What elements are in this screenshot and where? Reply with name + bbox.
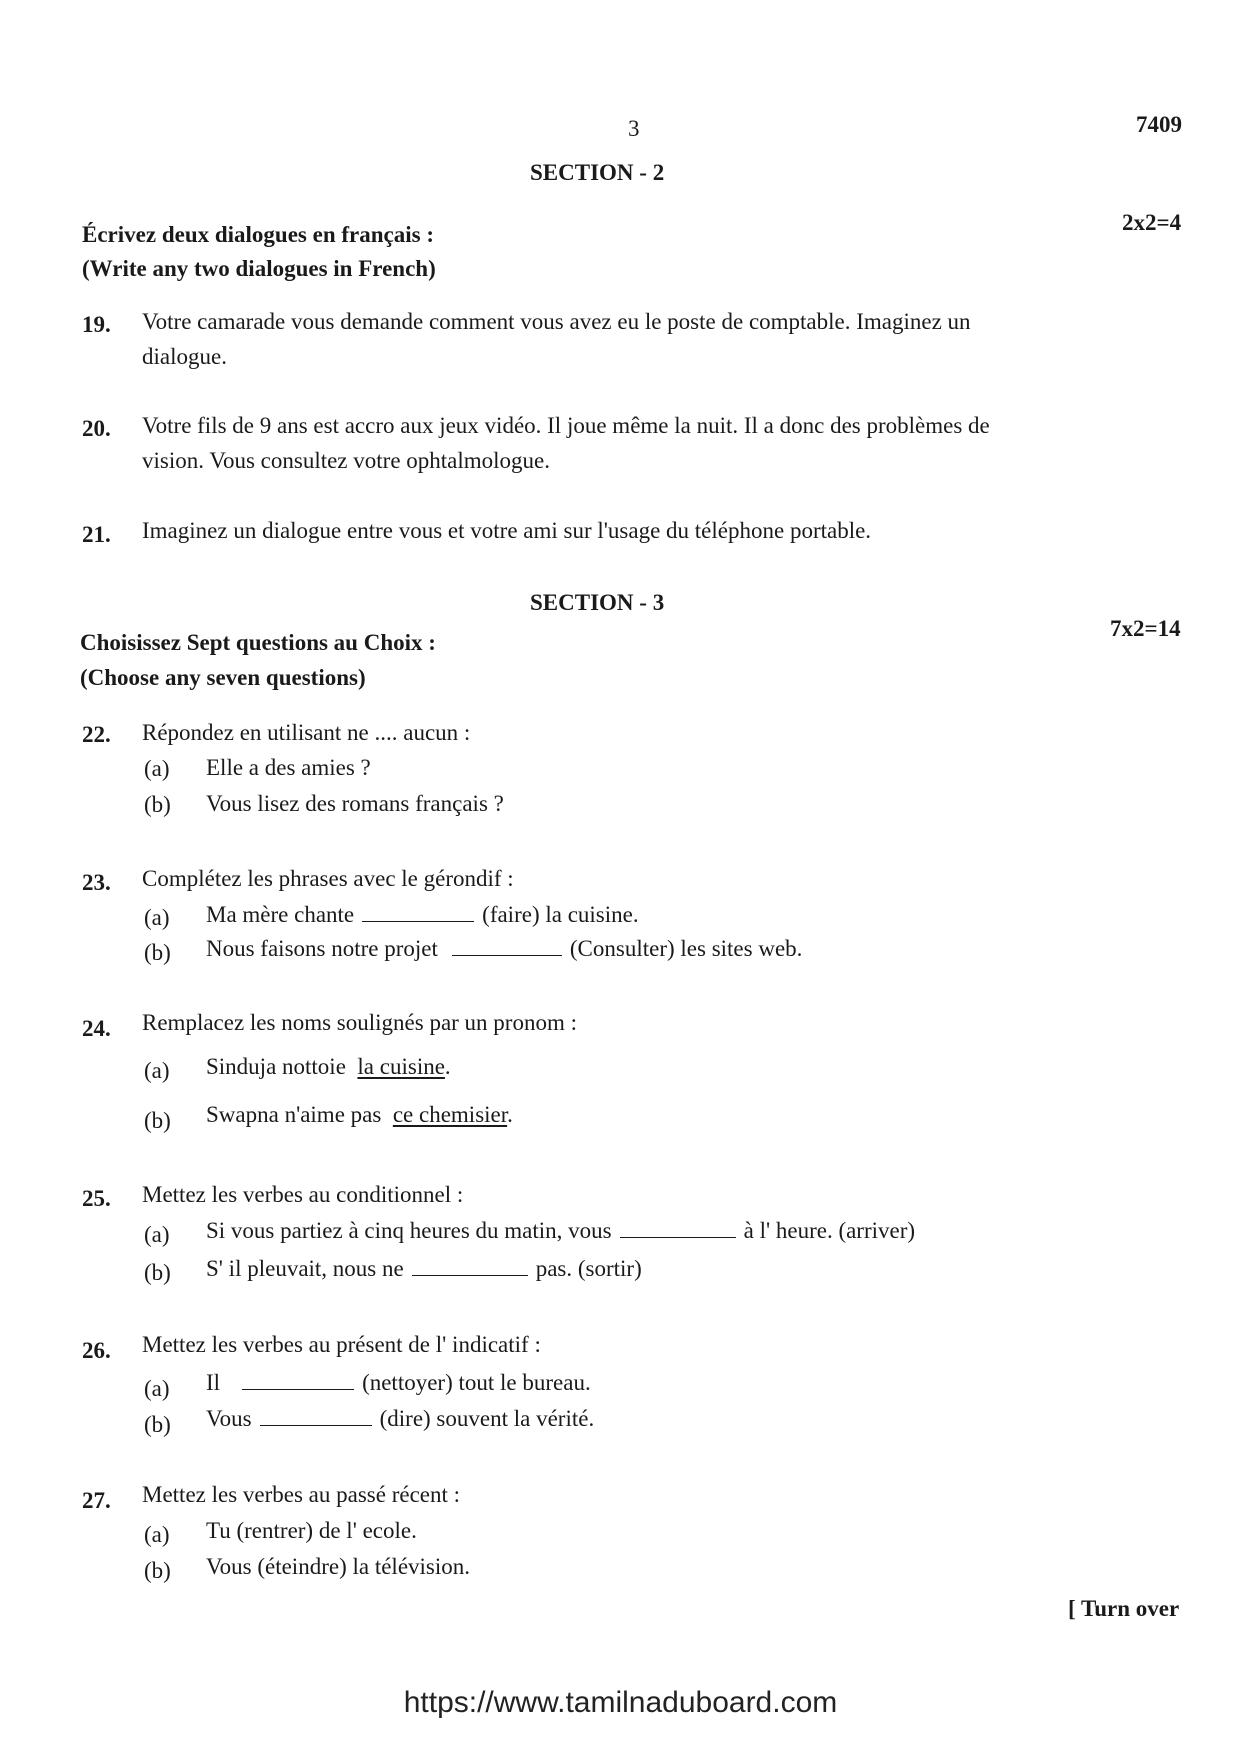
sentence-start: Swapna n'aime pas bbox=[206, 1102, 382, 1127]
question-number: 25. bbox=[82, 1186, 111, 1211]
option-label: (a) bbox=[144, 756, 170, 781]
sentence-end: (faire) la cuisine. bbox=[482, 902, 639, 927]
question-text: Votre fils de 9 ans est accro aux jeux vidéo. Il joue même la nuit. Il a donc des problèmes de bbox=[142, 413, 990, 438]
question-text: Mettez les verbes au présent de l' indicatif : bbox=[142, 1332, 541, 1357]
option-label: (b) bbox=[144, 940, 171, 965]
sentence-end: (Consulter) les sites web. bbox=[569, 936, 803, 961]
underlined-noun: la cuisine bbox=[357, 1054, 445, 1079]
sentence-start: S' il pleuvait, nous ne bbox=[206, 1256, 404, 1281]
question-text: Complétez les phrases avec le gérondif : bbox=[142, 866, 514, 891]
option-text: Vous (éteindre) la télévision. bbox=[206, 1554, 471, 1579]
question-number: 21. bbox=[82, 522, 111, 547]
question-text: Votre camarade vous demande comment vous avez eu le poste de comptable. Imaginez un bbox=[142, 309, 971, 334]
question-text-cont: dialogue. bbox=[142, 344, 227, 369]
option-label: (b) bbox=[144, 1260, 171, 1285]
fill-blank bbox=[620, 1236, 736, 1238]
question-text: Répondez en utilisant ne .... aucun : bbox=[142, 720, 471, 745]
sentence-start: Sinduja nottoie bbox=[206, 1054, 346, 1079]
section-3-marks: 7x2=14 bbox=[1110, 616, 1181, 641]
option-text: Vous lisez des romans français ? bbox=[206, 791, 504, 816]
option-sentence bbox=[206, 1406, 594, 1432]
option-label: (a) bbox=[144, 1222, 170, 1247]
section-2-instruction-en: (Write any two dialogues in French) bbox=[82, 256, 436, 281]
option-label: (a) bbox=[144, 1522, 170, 1547]
turn-over-note: [ Turn over bbox=[1068, 1596, 1180, 1621]
fill-blank bbox=[242, 1388, 354, 1390]
sentence-end: . bbox=[507, 1102, 513, 1127]
option-label: (b) bbox=[144, 1412, 171, 1437]
option-label: (a) bbox=[144, 905, 170, 930]
option-text: Tu (rentrer) de l' ecole. bbox=[206, 1518, 417, 1543]
section-2-instruction-fr: Écrivez deux dialogues en français : bbox=[82, 222, 434, 247]
question-text: Imaginez un dialogue entre vous et votre ami sur l'usage du téléphone portable. bbox=[142, 518, 872, 543]
option-sentence bbox=[206, 1102, 513, 1128]
question-text: Remplacez les noms soulignés par un pronom : bbox=[142, 1010, 578, 1035]
option-label: (a) bbox=[144, 1058, 170, 1083]
section-3-instruction-en: (Choose any seven questions) bbox=[80, 665, 366, 690]
sentence-start: Il bbox=[206, 1370, 221, 1395]
option-text: Elle a des amies ? bbox=[206, 755, 371, 780]
option-sentence bbox=[206, 1370, 591, 1396]
sentence-end: pas. (sortir) bbox=[535, 1256, 642, 1281]
option-sentence bbox=[206, 1218, 915, 1244]
sentence-end: à l' heure. (arriver) bbox=[743, 1218, 916, 1243]
section-2-title: SECTION - 2 bbox=[530, 160, 665, 185]
paper-code: 7409 bbox=[1136, 112, 1182, 137]
fill-blank bbox=[412, 1274, 528, 1276]
question-number: 26. bbox=[82, 1338, 111, 1363]
sentence-start: Ma mère chante bbox=[206, 902, 355, 927]
question-number: 24. bbox=[82, 1016, 111, 1041]
option-sentence bbox=[206, 1256, 642, 1282]
question-number: 19. bbox=[82, 312, 111, 337]
question-text: Mettez les verbes au conditionnel : bbox=[142, 1182, 464, 1207]
option-sentence bbox=[206, 902, 639, 928]
option-sentence bbox=[206, 936, 802, 962]
underlined-noun: ce chemisier bbox=[392, 1102, 508, 1127]
sentence-end: . bbox=[444, 1054, 451, 1079]
question-number: 22. bbox=[82, 722, 111, 747]
option-label: (b) bbox=[144, 1108, 171, 1133]
section-3-title: SECTION - 3 bbox=[530, 590, 665, 615]
fill-blank bbox=[452, 954, 562, 956]
sentence-start: Si vous partiez à cinq heures du matin, vous bbox=[206, 1218, 612, 1243]
sentence-end: (nettoyer) tout le bureau. bbox=[362, 1370, 591, 1395]
option-label: (b) bbox=[144, 1558, 171, 1583]
option-sentence bbox=[206, 1054, 451, 1080]
sentence-end: (dire) souvent la vérité. bbox=[379, 1406, 595, 1431]
question-text: Mettez les verbes au passé récent : bbox=[142, 1482, 461, 1507]
question-number: 27. bbox=[82, 1488, 111, 1513]
question-number: 20. bbox=[82, 416, 111, 441]
sentence-start: Vous bbox=[206, 1406, 252, 1431]
option-label: (a) bbox=[144, 1376, 170, 1401]
question-text-cont: vision. Vous consultez votre ophtalmologue. bbox=[142, 448, 551, 473]
section-3-instruction-fr: Choisissez Sept questions au Choix : bbox=[80, 630, 436, 655]
question-number: 23. bbox=[82, 870, 111, 895]
page-number: 3 bbox=[628, 116, 640, 141]
fill-blank bbox=[260, 1424, 372, 1426]
sentence-start: Nous faisons notre projet bbox=[206, 936, 438, 961]
section-2-marks: 2x2=4 bbox=[1122, 210, 1182, 235]
footer-url[interactable]: https://www.tamilnaduboard.com bbox=[403, 1686, 838, 1719]
option-label: (b) bbox=[144, 792, 171, 817]
fill-blank bbox=[362, 920, 474, 922]
